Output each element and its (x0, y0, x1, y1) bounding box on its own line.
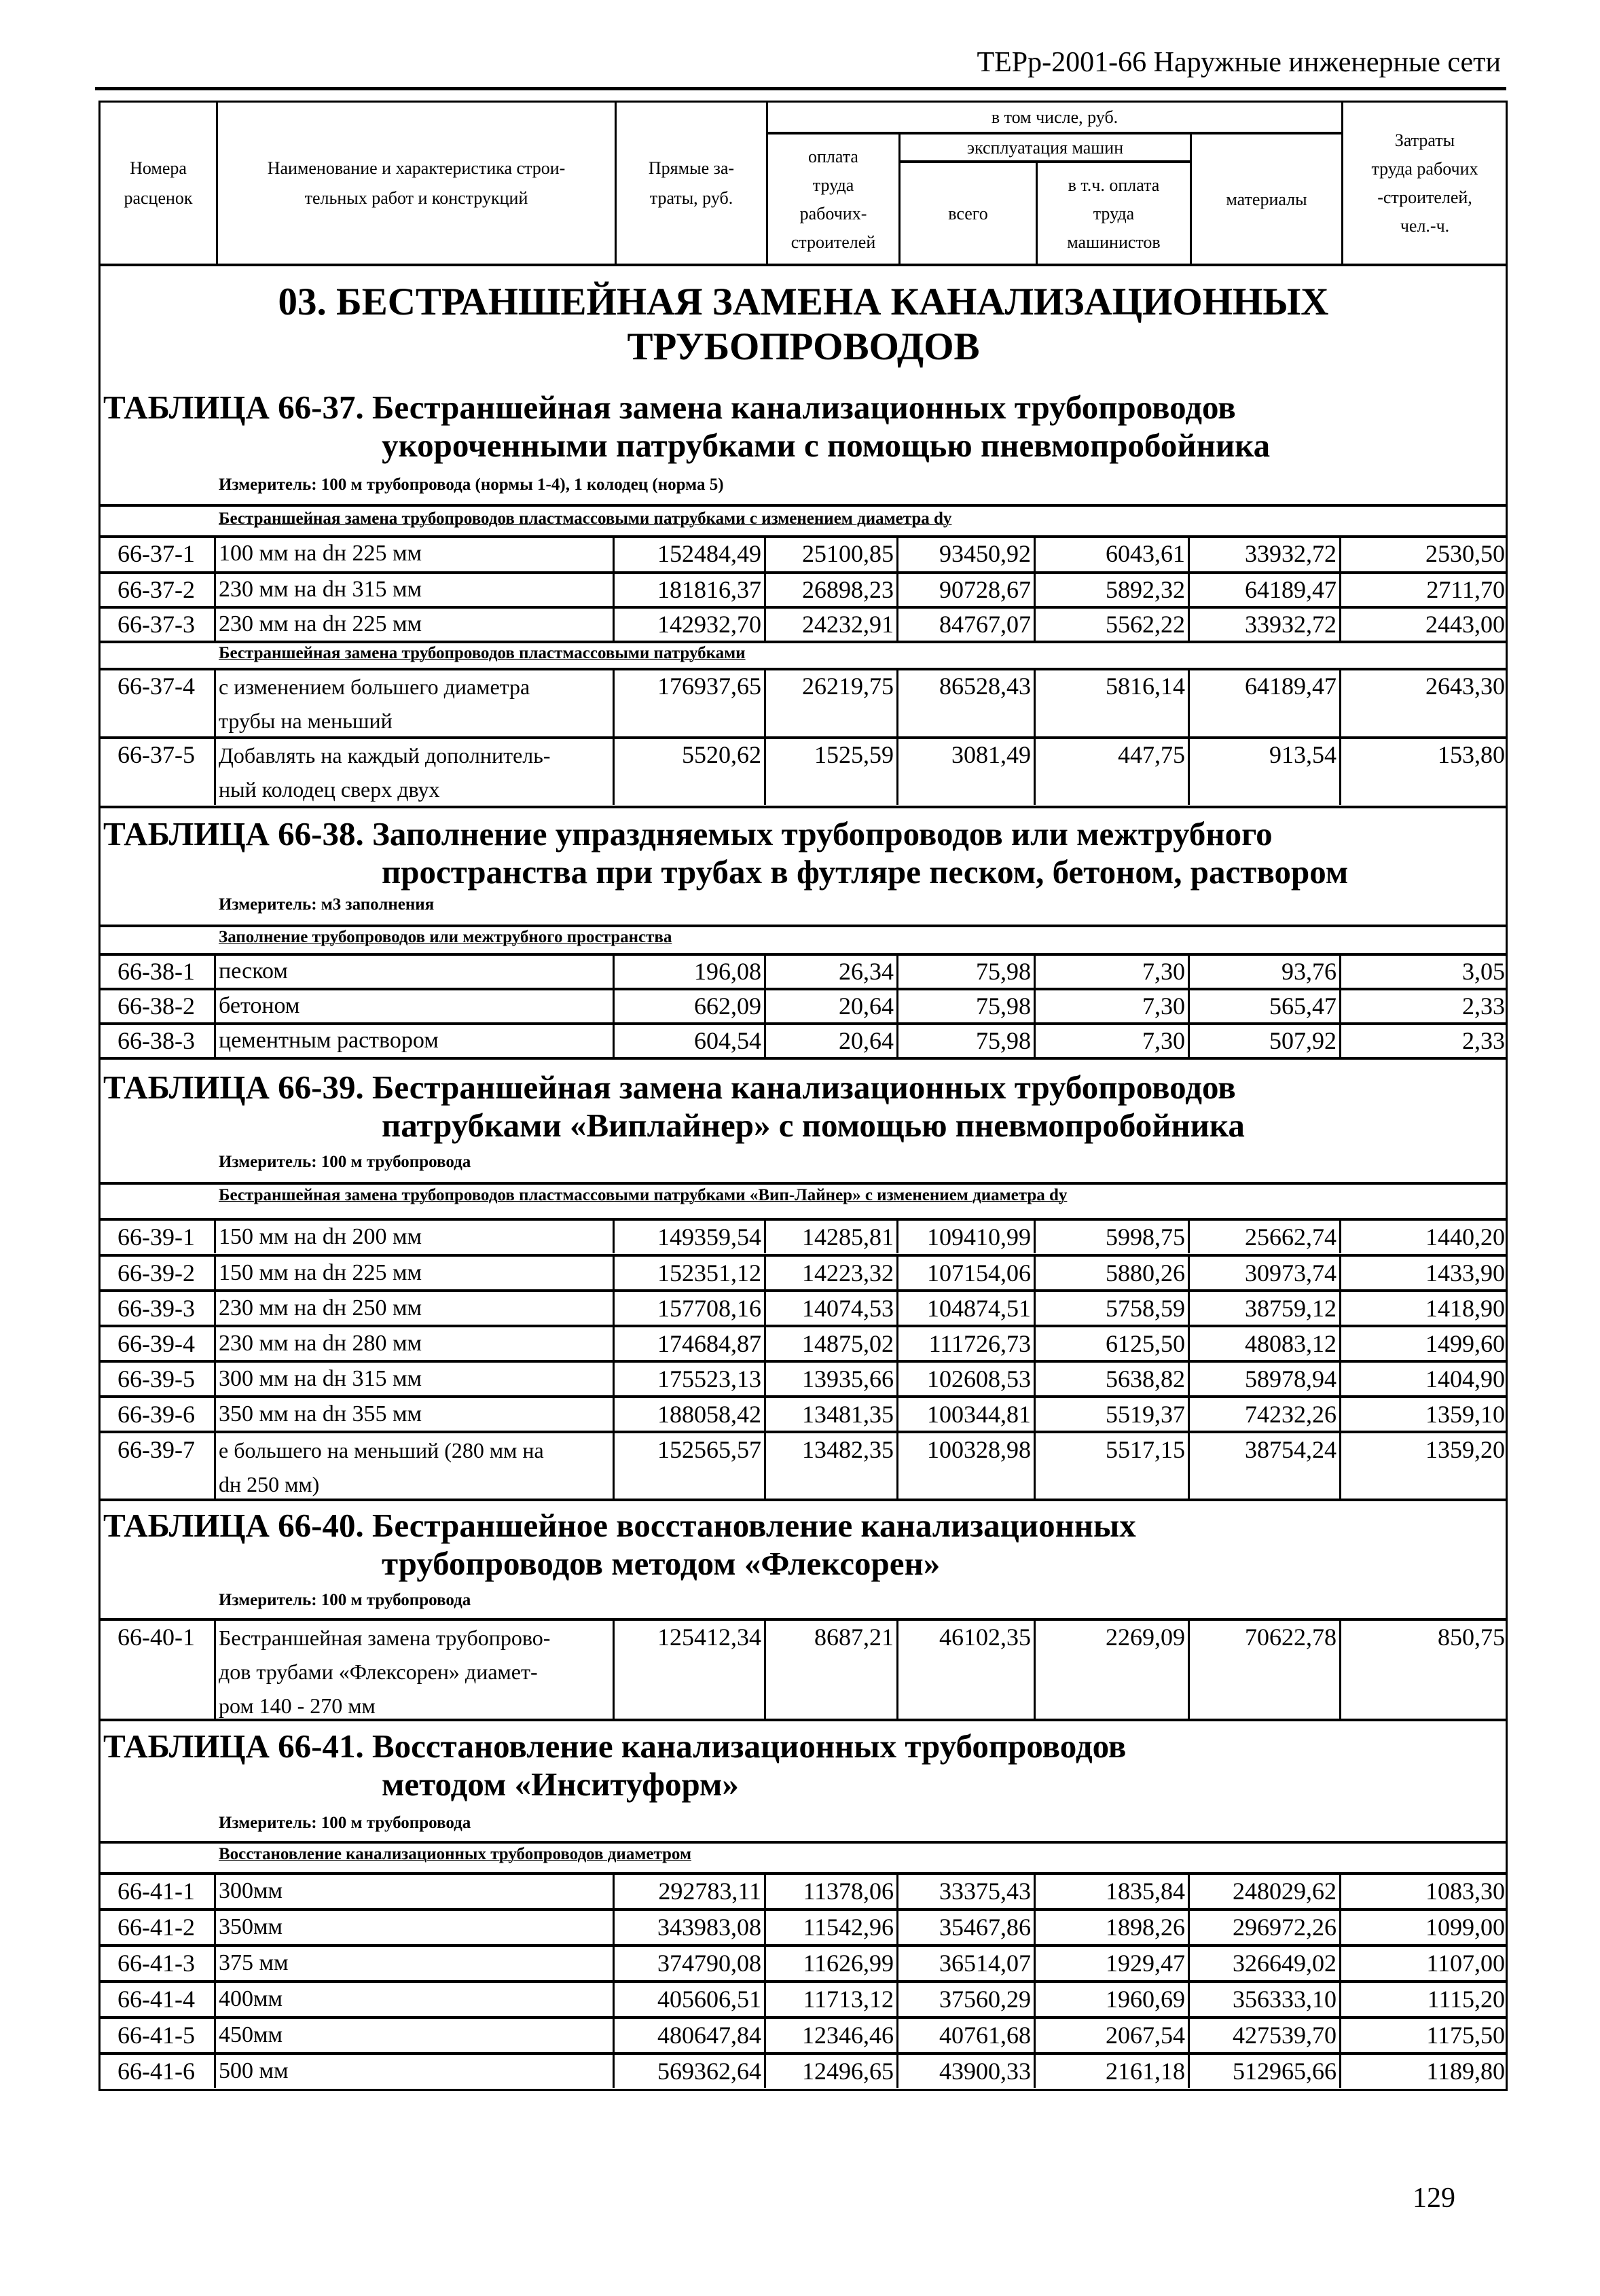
table-row (98, 1621, 1508, 1719)
machines-wages: 7,30 (1036, 1024, 1190, 1057)
col-header-machines-wages: в т.ч. оплата труда машинистов (1067, 175, 1161, 252)
labor-hours: 1359,10 (1425, 1401, 1505, 1428)
materials: 38754,24 (1190, 1433, 1341, 1499)
work-description: 230 мм на dн 250 мм (216, 1292, 615, 1325)
direct-costs: 374790,08 (615, 1947, 766, 1980)
work-description: 230 мм на dн 315 мм (216, 573, 615, 606)
work-description: 300 мм на dн 315 мм (216, 1363, 615, 1395)
wages: 26,34 (766, 955, 898, 988)
table-title-66-41: ТАБЛИЦА 66-41. Восстановление канализационных трубопроводов методом «Инситуформ» (103, 1727, 1127, 1803)
table-row (98, 990, 1508, 1022)
wages: 8687,21 (766, 1621, 898, 1719)
col-header-materials: материалы (1226, 190, 1307, 209)
materials: 507,92 (1190, 1024, 1341, 1057)
machines-wages: 5758,59 (1036, 1292, 1190, 1325)
wages: 12346,46 (766, 2019, 898, 2052)
materials: 38759,12 (1190, 1292, 1341, 1325)
machines-total: 75,98 (898, 955, 1036, 988)
table-row (98, 1292, 1508, 1325)
machines-total: 37560,29 (898, 1983, 1036, 2016)
rate-code: 66-41-4 (98, 1983, 216, 2016)
machines-wages: 1898,26 (1036, 1911, 1190, 1944)
labor-hours: 2643,30 (1425, 672, 1505, 700)
labor-hours: 153,80 (1438, 741, 1505, 768)
rate-code: 66-37-2 (98, 573, 216, 606)
machines-wages: 1929,47 (1036, 1947, 1190, 1980)
materials: 64189,47 (1190, 670, 1341, 736)
rate-code: 66-41-5 (98, 2019, 216, 2052)
labor-hours: 3,05 (1462, 958, 1505, 985)
rate-code: 66-37-5 (98, 738, 216, 805)
machines-wages: 6043,61 (1036, 537, 1190, 571)
work-description: 350мм (216, 1911, 615, 1944)
materials: 427539,70 (1190, 2019, 1341, 2052)
work-description: Добавлять на каждый дополнитель- ный колодец сверх двух (216, 738, 615, 805)
page-number: 129 (1413, 2183, 1455, 2214)
wages: 14285,81 (766, 1221, 898, 1253)
col-header-labor: Затраты труда рабочих -строителей, чел.-ч. (1371, 130, 1478, 236)
direct-costs: 142932,70 (615, 608, 766, 641)
wages: 14074,53 (766, 1292, 898, 1325)
work-description: 375 мм (216, 1947, 615, 1980)
rate-code: 66-41-3 (98, 1947, 216, 1980)
table-meter: Измеритель: м3 заполнения (219, 895, 435, 914)
direct-costs: 125412,34 (615, 1621, 766, 1719)
table-row (98, 2019, 1508, 2052)
machines-wages: 447,75 (1036, 738, 1190, 805)
machines-total: 33375,43 (898, 1875, 1036, 1908)
machines-total: 35467,86 (898, 1911, 1036, 1944)
col-header-wages: оплата труда рабочих- строителей (790, 147, 876, 252)
machines-wages: 5517,15 (1036, 1433, 1190, 1499)
materials: 356333,10 (1190, 1983, 1341, 2016)
wages: 11713,12 (766, 1983, 898, 2016)
direct-costs: 152484,49 (615, 537, 766, 571)
rate-code: 66-39-1 (98, 1221, 216, 1253)
table-row (98, 1398, 1508, 1431)
wages: 11378,06 (766, 1875, 898, 1908)
section-title: 03. БЕСТРАНШЕЙНАЯ ЗАМЕНА КАНАЛИЗАЦИОННЫХ ТРУБОПРОВОДОВ (278, 281, 1329, 368)
col-header-machines-total: всего (948, 204, 988, 223)
rate-code: 66-39-7 (98, 1433, 216, 1499)
direct-costs: 181816,37 (615, 573, 766, 606)
work-description: 150 мм на dн 200 мм (216, 1221, 615, 1253)
col-header-name: Наименование и характеристика строи- тельных работ и конструкций (267, 158, 566, 208)
direct-costs: 405606,51 (615, 1983, 766, 2016)
rate-code: 66-41-2 (98, 1911, 216, 1944)
materials: 93,76 (1190, 955, 1341, 988)
wages: 13482,35 (766, 1433, 898, 1499)
direct-costs: 176937,65 (615, 670, 766, 736)
machines-total: 40761,68 (898, 2019, 1036, 2052)
table-title-66-40: ТАБЛИЦА 66-40. Бестраншейное восстановление канализационных трубопроводов методом «Флексорен» (103, 1507, 1136, 1582)
machines-wages: 5998,75 (1036, 1221, 1190, 1253)
machines-total: 36514,07 (898, 1947, 1036, 1980)
table-row (98, 573, 1508, 606)
group-header: Заполнение трубопроводов или межтрубного пространства (219, 928, 672, 946)
work-description: 400мм (216, 1983, 615, 2016)
labor-hours: 1175,50 (1426, 2022, 1505, 2049)
table-row (98, 1221, 1508, 1253)
running-head: ТЕРр-2001-66 Наружные инженерные сети (977, 47, 1501, 78)
labor-hours: 2711,70 (1426, 576, 1505, 603)
labor-hours: 1099,00 (1425, 1914, 1505, 1941)
wages: 1525,59 (766, 738, 898, 805)
direct-costs: 343983,08 (615, 1911, 766, 1944)
work-description: 230 мм на dн 280 мм (216, 1327, 615, 1360)
direct-costs: 152565,57 (615, 1433, 766, 1499)
labor-hours: 1115,20 (1427, 1986, 1505, 2013)
machines-total: 100328,98 (898, 1433, 1036, 1499)
wages: 13935,66 (766, 1363, 898, 1395)
table-meter: Измеритель: 100 м трубопровода (нормы 1-4), 1 колодец (норма 5) (219, 476, 724, 494)
group-header: Бестраншейная замена трубопроводов пластмассовыми патрубками с изменением диаметра dy (219, 509, 952, 528)
direct-costs: 480647,84 (615, 2019, 766, 2052)
rate-code: 66-40-1 (98, 1621, 216, 1719)
materials: 64189,47 (1190, 573, 1341, 606)
table-row (98, 537, 1508, 571)
machines-total: 90728,67 (898, 573, 1036, 606)
col-header-machines: эксплуатация машин (966, 138, 1124, 158)
direct-costs: 569362,64 (615, 2055, 766, 2088)
machines-total: 93450,92 (898, 537, 1036, 571)
direct-costs: 157708,16 (615, 1292, 766, 1325)
work-description: 300мм (216, 1875, 615, 1908)
materials: 74232,26 (1190, 1398, 1341, 1431)
labor-hours: 1440,20 (1425, 1223, 1505, 1251)
rate-code: 66-38-3 (98, 1024, 216, 1057)
direct-costs: 175523,13 (615, 1363, 766, 1395)
table-row (98, 670, 1508, 736)
direct-costs: 604,54 (615, 1024, 766, 1057)
machines-total: 84767,07 (898, 608, 1036, 641)
direct-costs: 292783,11 (615, 1875, 766, 1908)
machines-total: 111726,73 (898, 1327, 1036, 1360)
wages: 24232,91 (766, 608, 898, 641)
labor-hours: 1189,80 (1426, 2058, 1505, 2085)
machines-total: 109410,99 (898, 1221, 1036, 1253)
work-description: Бестраншейная замена трубопрово- дов трубами «Флексорен» диамет- ром 140 - 270 мм (216, 1621, 615, 1719)
machines-wages: 5880,26 (1036, 1257, 1190, 1289)
direct-costs: 5520,62 (615, 738, 766, 805)
machines-wages: 5816,14 (1036, 670, 1190, 736)
wages: 20,64 (766, 990, 898, 1022)
rate-code: 66-38-2 (98, 990, 216, 1022)
table-row (98, 738, 1508, 805)
table-title-66-37: ТАБЛИЦА 66-37. Бестраншейная замена канализационных трубопроводов укороченными патрубками с помощью пневмопробойника (103, 389, 1271, 464)
col-header-code: Номера расценок (124, 158, 193, 208)
materials: 25662,74 (1190, 1221, 1341, 1253)
table-row (98, 1947, 1508, 1980)
materials: 512965,66 (1190, 2055, 1341, 2088)
work-description: 150 мм на dн 225 мм (216, 1257, 615, 1289)
materials: 326649,02 (1190, 1947, 1341, 1980)
table-row (98, 2055, 1508, 2088)
materials: 48083,12 (1190, 1327, 1341, 1360)
machines-wages: 5892,32 (1036, 573, 1190, 606)
rate-code: 66-39-2 (98, 1257, 216, 1289)
machines-total: 107154,06 (898, 1257, 1036, 1289)
wages: 20,64 (766, 1024, 898, 1057)
machines-wages: 7,30 (1036, 955, 1190, 988)
materials: 296972,26 (1190, 1911, 1341, 1944)
machines-total: 100344,81 (898, 1398, 1036, 1431)
rate-code: 66-39-3 (98, 1292, 216, 1325)
col-header-direct-costs: Прямые за- траты, руб. (648, 158, 735, 208)
work-description: 350 мм на dн 355 мм (216, 1398, 615, 1431)
col-header-including: в том числе, руб. (991, 107, 1119, 127)
table-row (98, 1911, 1508, 1944)
direct-costs: 662,09 (615, 990, 766, 1022)
wages: 11626,99 (766, 1947, 898, 1980)
table-meter: Измеритель: 100 м трубопровода (219, 1153, 471, 1171)
machines-total: 46102,35 (898, 1621, 1036, 1719)
wages: 13481,35 (766, 1398, 898, 1431)
labor-hours: 1418,90 (1425, 1295, 1505, 1322)
labor-hours: 850,75 (1438, 1624, 1505, 1651)
labor-hours: 2,33 (1462, 1027, 1505, 1054)
materials: 565,47 (1190, 990, 1341, 1022)
table-meter: Измеритель: 100 м трубопровода (219, 1591, 471, 1609)
labor-hours: 1404,90 (1425, 1365, 1505, 1393)
labor-hours: 2443,00 (1425, 611, 1505, 638)
machines-wages: 5638,82 (1036, 1363, 1190, 1395)
machines-wages: 7,30 (1036, 990, 1190, 1022)
wages: 12496,65 (766, 2055, 898, 2088)
machines-wages: 2161,18 (1036, 2055, 1190, 2088)
work-description: песком (216, 955, 615, 988)
materials: 248029,62 (1190, 1875, 1341, 1908)
labor-hours: 1433,90 (1425, 1259, 1505, 1287)
labor-hours: 1083,30 (1425, 1878, 1505, 1905)
machines-total: 43900,33 (898, 2055, 1036, 2088)
wages: 14223,32 (766, 1257, 898, 1289)
machines-total: 75,98 (898, 990, 1036, 1022)
rate-code: 66-41-1 (98, 1875, 216, 1908)
wages: 26898,23 (766, 573, 898, 606)
materials: 913,54 (1190, 738, 1341, 805)
wages: 11542,96 (766, 1911, 898, 1944)
top-rule (95, 87, 1506, 90)
table-row (98, 1983, 1508, 2016)
work-description: бетоном (216, 990, 615, 1022)
machines-total: 86528,43 (898, 670, 1036, 736)
table-row (98, 1257, 1508, 1289)
machines-wages: 6125,50 (1036, 1327, 1190, 1360)
labor-hours: 2,33 (1462, 992, 1505, 1020)
rate-code: 66-37-4 (98, 670, 216, 736)
work-description: 100 мм на dн 225 мм (216, 537, 615, 571)
materials: 70622,78 (1190, 1621, 1341, 1719)
direct-costs: 174684,87 (615, 1327, 766, 1360)
rate-code: 66-41-6 (98, 2055, 216, 2088)
labor-hours: 1499,60 (1425, 1330, 1505, 1357)
materials: 33932,72 (1190, 608, 1341, 641)
table-row (98, 1327, 1508, 1360)
rate-code: 66-39-4 (98, 1327, 216, 1360)
machines-wages: 1960,69 (1036, 1983, 1190, 2016)
table-row (98, 1024, 1508, 1057)
work-description: с изменением большего диаметра трубы на меньший (216, 670, 615, 736)
table-row (98, 1433, 1508, 1499)
rate-code: 66-39-5 (98, 1363, 216, 1395)
table-title-66-38: ТАБЛИЦА 66-38. Заполнение упраздняемых трубопроводов или межтрубного пространства при трубах в футляре песком, бетоном, раствором (103, 815, 1349, 891)
work-description: 450мм (216, 2019, 615, 2052)
rate-code: 66-39-6 (98, 1398, 216, 1431)
group-header: Восстановление канализационных трубопроводов диаметром (219, 1845, 691, 1863)
rate-code: 66-37-1 (98, 537, 216, 571)
labor-hours: 1359,20 (1425, 1436, 1505, 1463)
machines-wages: 2269,09 (1036, 1621, 1190, 1719)
materials: 58978,94 (1190, 1363, 1341, 1395)
table-title-66-39: ТАБЛИЦА 66-39. Бестраншейная замена канализационных трубопроводов патрубками «Виплайнер» с помощью пневмопробойника (103, 1069, 1245, 1144)
work-description: 230 мм на dн 225 мм (216, 608, 615, 641)
rate-code: 66-38-1 (98, 955, 216, 988)
machines-wages: 2067,54 (1036, 2019, 1190, 2052)
machines-wages: 5519,37 (1036, 1398, 1190, 1431)
table-row (98, 1363, 1508, 1395)
direct-costs: 152351,12 (615, 1257, 766, 1289)
labor-hours: 1107,00 (1426, 1950, 1505, 1977)
materials: 33932,72 (1190, 537, 1341, 571)
machines-total: 104874,51 (898, 1292, 1036, 1325)
wages: 26219,75 (766, 670, 898, 736)
table-row (98, 955, 1508, 988)
table-row (98, 608, 1508, 641)
work-description: 500 мм (216, 2055, 615, 2088)
table-row (98, 1875, 1508, 1908)
machines-total: 75,98 (898, 1024, 1036, 1057)
table-meter: Измеритель: 100 м трубопровода (219, 1814, 471, 1832)
group-header: Бестраншейная замена трубопроводов пластмассовыми патрубками (219, 644, 746, 662)
labor-hours: 2530,50 (1425, 540, 1505, 567)
direct-costs: 196,08 (615, 955, 766, 988)
materials: 30973,74 (1190, 1257, 1341, 1289)
machines-wages: 1835,84 (1036, 1875, 1190, 1908)
machines-total: 102608,53 (898, 1363, 1036, 1395)
work-description: е большего на меньший (280 мм на dн 250 мм) (216, 1433, 615, 1499)
machines-wages: 5562,22 (1036, 608, 1190, 641)
machines-total: 3081,49 (898, 738, 1036, 805)
wages: 25100,85 (766, 537, 898, 571)
rate-code: 66-37-3 (98, 608, 216, 641)
wages: 14875,02 (766, 1327, 898, 1360)
group-header: Бестраншейная замена трубопроводов пластмассовыми патрубками «Вип-Лайнер» с изменением диаметра dy (219, 1186, 1068, 1204)
direct-costs: 149359,54 (615, 1221, 766, 1253)
direct-costs: 188058,42 (615, 1398, 766, 1431)
work-description: цементным раствором (216, 1024, 615, 1057)
